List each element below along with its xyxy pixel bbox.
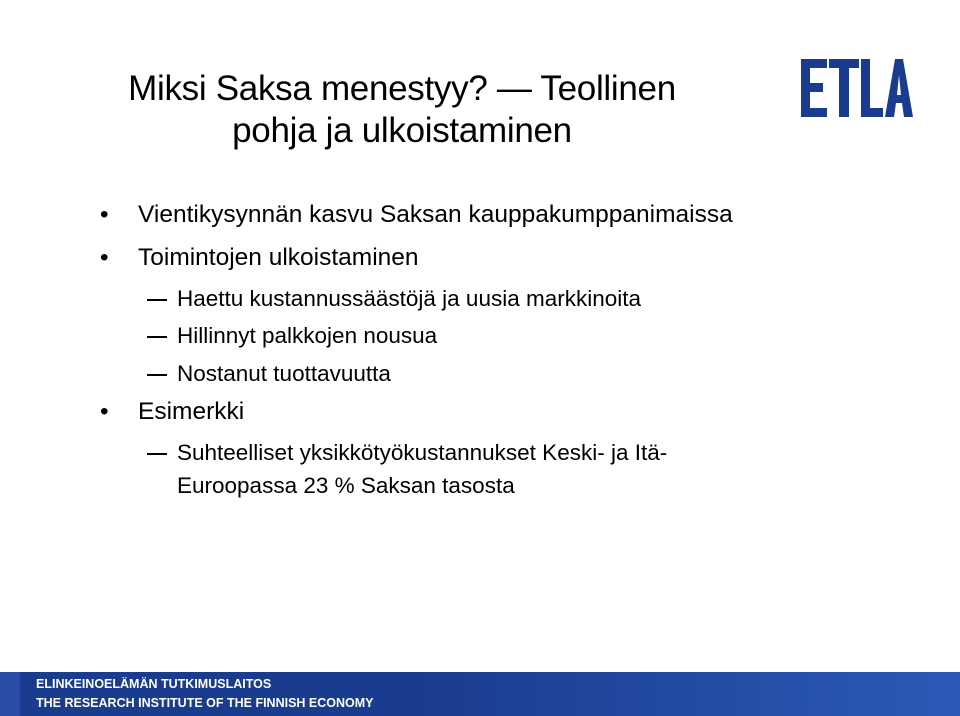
dash-icon [147, 299, 167, 301]
footer-line-2: THE RESEARCH INSTITUTE OF THE FINNISH ECONOMY [36, 696, 374, 710]
dash-icon [147, 374, 167, 376]
dash-icon [147, 336, 167, 338]
slide-title [82, 68, 722, 152]
footer-institute-name [36, 675, 374, 713]
title-line-2: pohja ja ulkoistaminen [232, 111, 572, 150]
title-line-1: Miksi Saksa menestyy? — Teollinen [128, 69, 676, 108]
footer-gradient [420, 672, 960, 716]
dash-icon [147, 453, 167, 455]
footer-line-1: ELINKEINOELÄMÄN TUTKIMUSLAITOS [36, 677, 272, 691]
etla-logo [799, 53, 915, 123]
footer-left-strip [0, 672, 20, 716]
